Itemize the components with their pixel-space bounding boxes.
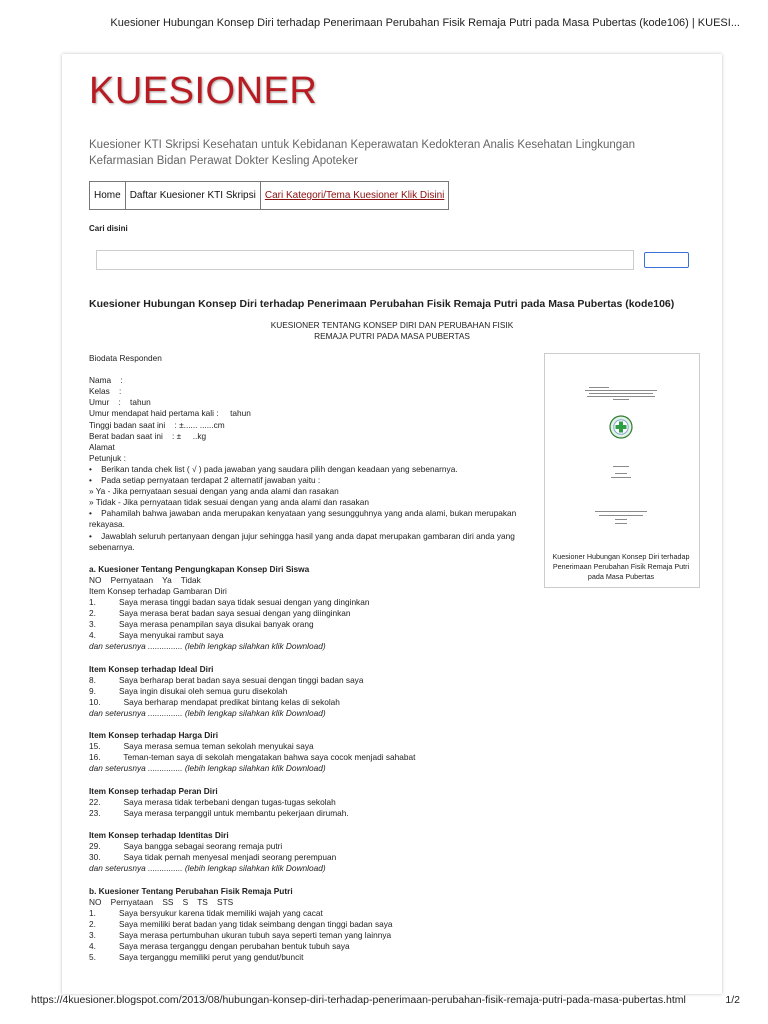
blog-page (62, 54, 722, 994)
thumbnail-page-preview (551, 360, 691, 546)
download-note: dan seterusnya ............... (lebih lengkap silahkan klik Download) (89, 708, 326, 718)
content-line: Alamat (89, 441, 115, 452)
content-line: 2. Saya memiliki berat badan yang tidak seimbang dengan tinggi badan saya (89, 918, 393, 929)
content-line: NO Pernyataan Ya Tidak (89, 574, 201, 585)
print-footer-url: https://4kuesioner.blogspot.com/2013/08/hubungan-konsep-diri-terhadap-penerimaan-perubahan-fisik-remaja-putri-pada-masa-pubertas.html (31, 994, 686, 1006)
content-line: 10. Saya berharap mendapat predikat bintang kelas di sekolah (89, 696, 340, 707)
section-heading: Item Konsep terhadap Harga Diri (89, 730, 219, 741)
content-line: Berat badan saat ini : ± ..kg (89, 430, 207, 441)
search-button[interactable] (644, 252, 689, 268)
spacer (89, 653, 534, 664)
content-line: 5. Saya terganggu memiliki perut yang gendut/buncit (89, 952, 304, 963)
spacer (89, 553, 534, 564)
print-footer (0, 994, 768, 1014)
spacer (89, 719, 534, 730)
section-heading: Item Konsep terhadap Ideal Diri (89, 663, 214, 674)
spacer (89, 874, 534, 885)
search-input[interactable] (96, 250, 634, 270)
content-line: 29. Saya bangga sebagai seorang remaja putri (89, 841, 283, 852)
content-line: Umur : tahun (89, 397, 151, 408)
questionnaire-content (89, 353, 534, 963)
download-note: dan seterusnya ............... (lebih lengkap silahkan klik Download) (89, 763, 326, 774)
content-line: 2. Saya merasa berat badan saya sesuai dengan yang diinginkan (89, 608, 351, 619)
blog-description: Kuesioner KTI Skripsi Kesehatan untuk Kebidanan Keperawatan Kedokteran Analis Kesehatan Lingkungan Kefarmasian Bidan Perawat Dokter Kesling Apoteker (89, 139, 635, 167)
nav-bar (89, 181, 449, 210)
section-heading: a. Kuesioner Tentang Pengungkapan Konsep Diri Siswa (89, 563, 310, 574)
section-heading: Item Konsep terhadap Identitas Diri (89, 830, 229, 841)
search-label: Cari disini (89, 224, 128, 233)
nav-item-cari-kategori[interactable]: Cari Kategori/Tema Kuesioner Klik Disini (264, 190, 445, 201)
download-note: dan seterusnya ............... (lebih lengkap silahkan klik Download) (89, 641, 326, 652)
spacer (89, 819, 534, 830)
content-line: • Berikan tanda chek list ( √ ) pada jawaban yang saudara pilih dengan keadaan yang sebenarnya. (89, 463, 458, 474)
blog-title[interactable]: KUESIONER (89, 70, 318, 112)
print-header-title: Kuesioner Hubungan Konsep Diri terhadap Penerimaan Perubahan Fisik Remaja Putri pada Masa Pubertas (kode106) | KUESI... (110, 17, 740, 29)
content-line: 16. Teman-teman saya di sekolah mengatakan bahwa saya cocok menjadi sahabat (89, 752, 416, 763)
thumbnail-caption: Kuesioner Hubungan Konsep Diri terhadap Penerimaan Perubahan Fisik Remaja Putri pada Masa Pubertas (552, 552, 690, 581)
spacer (89, 364, 534, 375)
content-line: 8. Saya berharap berat badan saya sesuai dengan tinggi badan saya (89, 674, 364, 685)
content-line: 4. Saya merasa terganggu dengan perubahan bentuk tubuh saya (89, 940, 350, 951)
nav-item-daftar-kuesioner[interactable]: Daftar Kuesioner KTI Skripsi (126, 182, 261, 209)
nav-item-home[interactable]: Home (90, 182, 126, 209)
print-header (0, 0, 768, 40)
content-line: Nama : (89, 375, 123, 386)
content-line: 1. Saya merasa tinggi badan saya tidak sesuai dengan yang dinginkan (89, 597, 370, 608)
content-line: Umur mendapat haid pertama kali : tahun (89, 408, 251, 419)
document-thumbnail[interactable] (544, 353, 700, 588)
content-line: » Ya - Jika pernyataan sesuai dengan yang anda alami dan rasakan (89, 486, 339, 497)
content-line: Tinggi badan saat ini : ±...... ......cm (89, 419, 225, 430)
content-line: Item Konsep terhadap Gambaran Diri (89, 585, 227, 596)
document-heading-line2: REMAJA PUTRI PADA MASA PUBERTAS (314, 331, 470, 341)
content-line: 3. Saya merasa penampilan saya disukai banyak orang (89, 619, 314, 630)
content-line: NO Pernyataan SS S TS STS (89, 896, 234, 907)
print-footer-page-number: 1/2 (725, 994, 740, 1006)
content-line: 23. Saya merasa terpanggil untuk membantu pekerjaan dirumah. (89, 807, 349, 818)
content-line: Petunjuk : (89, 452, 126, 463)
spacer (89, 775, 534, 786)
section-heading: Item Konsep terhadap Peran Diri (89, 785, 218, 796)
content-line: • Pahamilah bahwa jawaban anda merupakan kenyataan yang sesungguhnya yang anda alami, bukan merupakan rekayasa. (89, 508, 519, 530)
section-heading: b. Kuesioner Tentang Perubahan Fisik Remaja Putri (89, 885, 293, 896)
content-line: 4. Saya menyukai rambut saya (89, 630, 224, 641)
content-line: Biodata Responden (89, 353, 162, 363)
content-line: 1. Saya bersyukur karena tidak memiliki wajah yang cacat (89, 907, 323, 918)
content-line: 30. Saya tidak pernah menyesal menjadi seorang perempuan (89, 852, 337, 863)
content-line: 15. Saya merasa semua teman sekolah menyukai saya (89, 741, 314, 752)
content-line: Kelas : (89, 386, 122, 397)
download-note: dan seterusnya ............... (lebih lengkap silahkan klik Download) (89, 863, 326, 874)
document-heading-line1: KUESIONER TENTANG KONSEP DIRI DAN PERUBAHAN FISIK (270, 320, 514, 330)
content-line: 22. Saya merasa tidak terbebani dengan tugas-tugas sekolah (89, 796, 336, 807)
content-line: 9. Saya ingin disukai oleh semua guru disekolah (89, 685, 288, 696)
content-line: » Tidak - Jika pernyataan tidak sesuai dengan yang anda alami dan rasakan (89, 497, 369, 508)
university-logo-icon (609, 415, 633, 439)
content-line: • Jawablah seluruh pertanyaan dengan jujur sehingga hasil yang anda dapat merupakan gambaran diri anda yang sebenarnya. (89, 530, 518, 552)
content-line: 3. Saya merasa pertumbuhan ukuran tubuh saya seperti teman yang lainnya (89, 929, 392, 940)
post-title: Kuesioner Hubungan Konsep Diri terhadap Penerimaan Perubahan Fisik Remaja Putri pada Masa Pubertas (kode106) (89, 298, 675, 310)
content-line: • Pada setiap pernyataan terdapat 2 alternatif jawaban yaitu : (89, 475, 321, 486)
